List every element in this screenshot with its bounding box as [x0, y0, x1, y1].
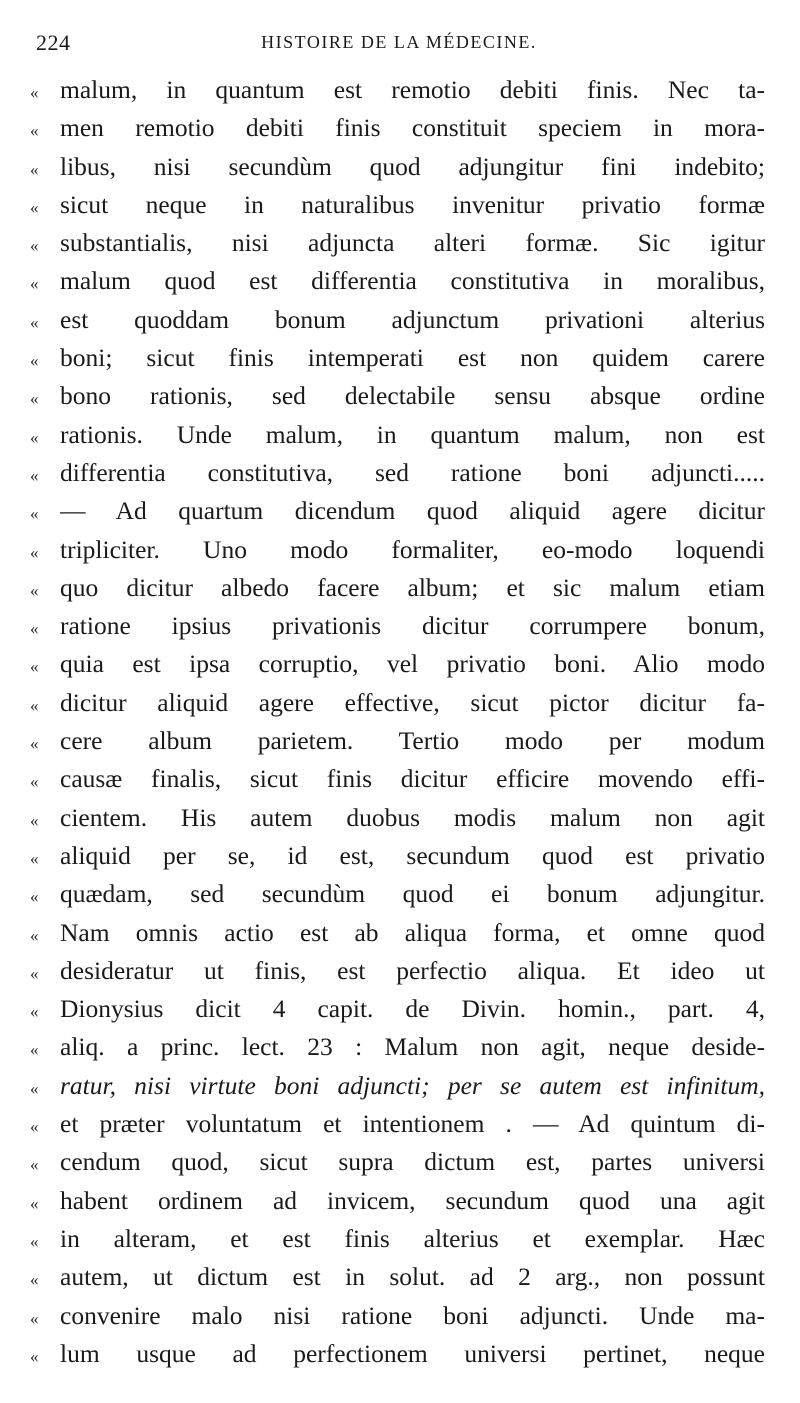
- line-text: differentia constitutiva, sed ratione boni adjuncti.....: [60, 457, 765, 487]
- text-line: [30, 1297, 765, 1335]
- line-text: lum usque ad perfectionem universi pertinet, neque: [60, 1338, 765, 1368]
- text-line: [30, 377, 765, 415]
- line-text: habent ordinem ad invicem, secundum quod una agit: [60, 1185, 765, 1215]
- text-line: [30, 1028, 765, 1066]
- quote-mark: «: [30, 619, 39, 639]
- quote-mark: «: [30, 159, 39, 179]
- quote-mark: «: [30, 772, 39, 792]
- quote-mark: «: [30, 1270, 39, 1290]
- quote-mark: «: [30, 810, 39, 830]
- quote-mark: «: [30, 695, 39, 715]
- text-line: [30, 339, 765, 377]
- text-line: [30, 454, 765, 492]
- line-text: ratione ipsius privationis dicitur corrumpere bonum,: [60, 611, 765, 641]
- quote-mark: «: [30, 504, 39, 524]
- line-text: causæ finalis, sicut finis dicitur efficire movendo effi-: [60, 764, 765, 794]
- line-text: — Ad quartum dicendum quod aliquid agere dicitur: [60, 496, 765, 526]
- text-line: [30, 416, 765, 454]
- text-line: [30, 531, 765, 569]
- line-text: sicut neque in naturalibus invenitur privatio formæ: [60, 189, 765, 219]
- line-text: cendum quod, sicut supra dictum est, partes universi: [60, 1147, 765, 1177]
- text-line: [30, 492, 765, 530]
- line-text: rationis. Unde malum, in quantum malum, non est: [60, 419, 765, 449]
- line-text: aliq. a princ. lect. 23 : Malum non agit, neque deside-: [60, 1032, 765, 1062]
- line-text: convenire malo nisi ratione boni adjuncti. Unde ma-: [60, 1300, 765, 1330]
- line-text: quo dicitur albedo facere album; et sic malum etiam: [60, 572, 765, 602]
- text-line: [30, 645, 765, 683]
- text-line: [30, 722, 765, 760]
- text-line: [30, 1067, 765, 1105]
- line-text: malum quod est differentia constitutiva in moralibus,: [60, 266, 765, 296]
- text-line: [30, 1335, 765, 1373]
- quote-mark: «: [30, 1308, 39, 1328]
- text-line: [30, 224, 765, 262]
- quote-mark: «: [30, 351, 39, 371]
- line-text: autem, ut dictum est in solut. ad 2 arg., non possunt: [60, 1262, 765, 1292]
- line-text: dicitur aliquid agere effective, sicut pictor dicitur fa-: [60, 687, 765, 717]
- quote-mark: «: [30, 657, 39, 677]
- text-line: [30, 914, 765, 952]
- text-line: [30, 1258, 765, 1296]
- line-text: quia est ipsa corruptio, vel privatio boni. Alio modo: [60, 649, 765, 679]
- line-text: ratur, nisi virtute boni adjuncti; per se autem est infinitum,: [60, 1070, 765, 1100]
- line-text: desideratur ut finis, est perfectio aliqua. Et ideo ut: [60, 955, 765, 985]
- quote-mark: «: [30, 1078, 39, 1098]
- quote-mark: «: [30, 465, 39, 485]
- line-text: boni; sicut finis intemperati est non quidem carere: [60, 343, 765, 373]
- text-line: [30, 952, 765, 990]
- quote-mark: «: [30, 1346, 39, 1366]
- text-line: [30, 607, 765, 645]
- quote-mark: «: [30, 389, 39, 409]
- line-text: bono rationis, sed delectabile sensu absque ordine: [60, 381, 765, 411]
- quote-mark: «: [30, 1155, 39, 1175]
- quote-mark: «: [30, 1040, 39, 1060]
- line-text: tripliciter. Uno modo formaliter, eo-modo loquendi: [60, 534, 765, 564]
- quote-mark: «: [30, 925, 39, 945]
- quote-mark: «: [30, 236, 39, 256]
- text-line: [30, 71, 765, 109]
- quote-mark: «: [30, 1002, 39, 1022]
- text-line: [30, 148, 765, 186]
- quote-mark: «: [30, 1231, 39, 1251]
- quote-mark: «: [30, 580, 39, 600]
- line-text: et præter voluntatum et intentionem . — Ad quintum di-: [60, 1109, 765, 1139]
- line-text: cere album parietem. Tertio modo per modum: [60, 726, 765, 756]
- line-text: men remotio debiti finis constituit speciem in mora-: [60, 113, 765, 143]
- text-line: [30, 301, 765, 339]
- text-line: [30, 262, 765, 300]
- line-text: cientem. His autem duobus modis malum non agit: [60, 802, 765, 832]
- quote-mark: «: [30, 121, 39, 141]
- line-text: est quoddam bonum adjunctum privationi alterius: [60, 304, 765, 334]
- quote-mark: «: [30, 887, 39, 907]
- text-line: [30, 990, 765, 1028]
- quote-mark: «: [30, 1193, 39, 1213]
- line-text: malum, in quantum est remotio debiti finis. Nec ta-: [60, 75, 765, 104]
- line-text: substantialis, nisi adjuncta alteri formæ. Sic igitur: [60, 228, 765, 258]
- text-line: [30, 760, 765, 798]
- quote-mark: «: [30, 197, 39, 217]
- quote-mark: «: [30, 312, 39, 332]
- quote-mark: «: [30, 734, 39, 754]
- line-text: Nam omnis actio est ab aliqua forma, et omne quod: [60, 917, 765, 947]
- quote-mark: «: [30, 427, 39, 447]
- body-text: [30, 71, 765, 1373]
- line-text: Dionysius dicit 4 capit. de Divin. homin., part. 4,: [60, 994, 765, 1024]
- page-header: [36, 30, 762, 60]
- quote-mark: «: [30, 963, 39, 983]
- quote-mark: «: [30, 83, 39, 102]
- text-line: [30, 875, 765, 913]
- line-text: libus, nisi secundùm quod adjungitur fini indebito;: [60, 151, 765, 181]
- text-line: [30, 684, 765, 722]
- text-line: [30, 186, 765, 224]
- quote-mark: «: [30, 542, 39, 562]
- line-text: quædam, sed secundùm quod ei bonum adjungitur.: [60, 879, 765, 909]
- quote-mark: «: [30, 848, 39, 868]
- text-line: [30, 1143, 765, 1181]
- text-line: [30, 1105, 765, 1143]
- running-title: HISTOIRE DE LA MÉDECINE.: [261, 32, 537, 52]
- page-number: 224: [36, 30, 71, 55]
- text-line: [30, 1220, 765, 1258]
- line-text: in alteram, et est finis alterius et exemplar. Hæc: [60, 1223, 765, 1253]
- quote-mark: «: [30, 274, 39, 294]
- text-line: [30, 837, 765, 875]
- text-line: [30, 109, 765, 147]
- text-line: [30, 799, 765, 837]
- quote-mark: «: [30, 1117, 39, 1137]
- text-line: [30, 1182, 765, 1220]
- line-text: aliquid per se, id est, secundum quod est privatio: [60, 840, 765, 870]
- text-line: [30, 569, 765, 607]
